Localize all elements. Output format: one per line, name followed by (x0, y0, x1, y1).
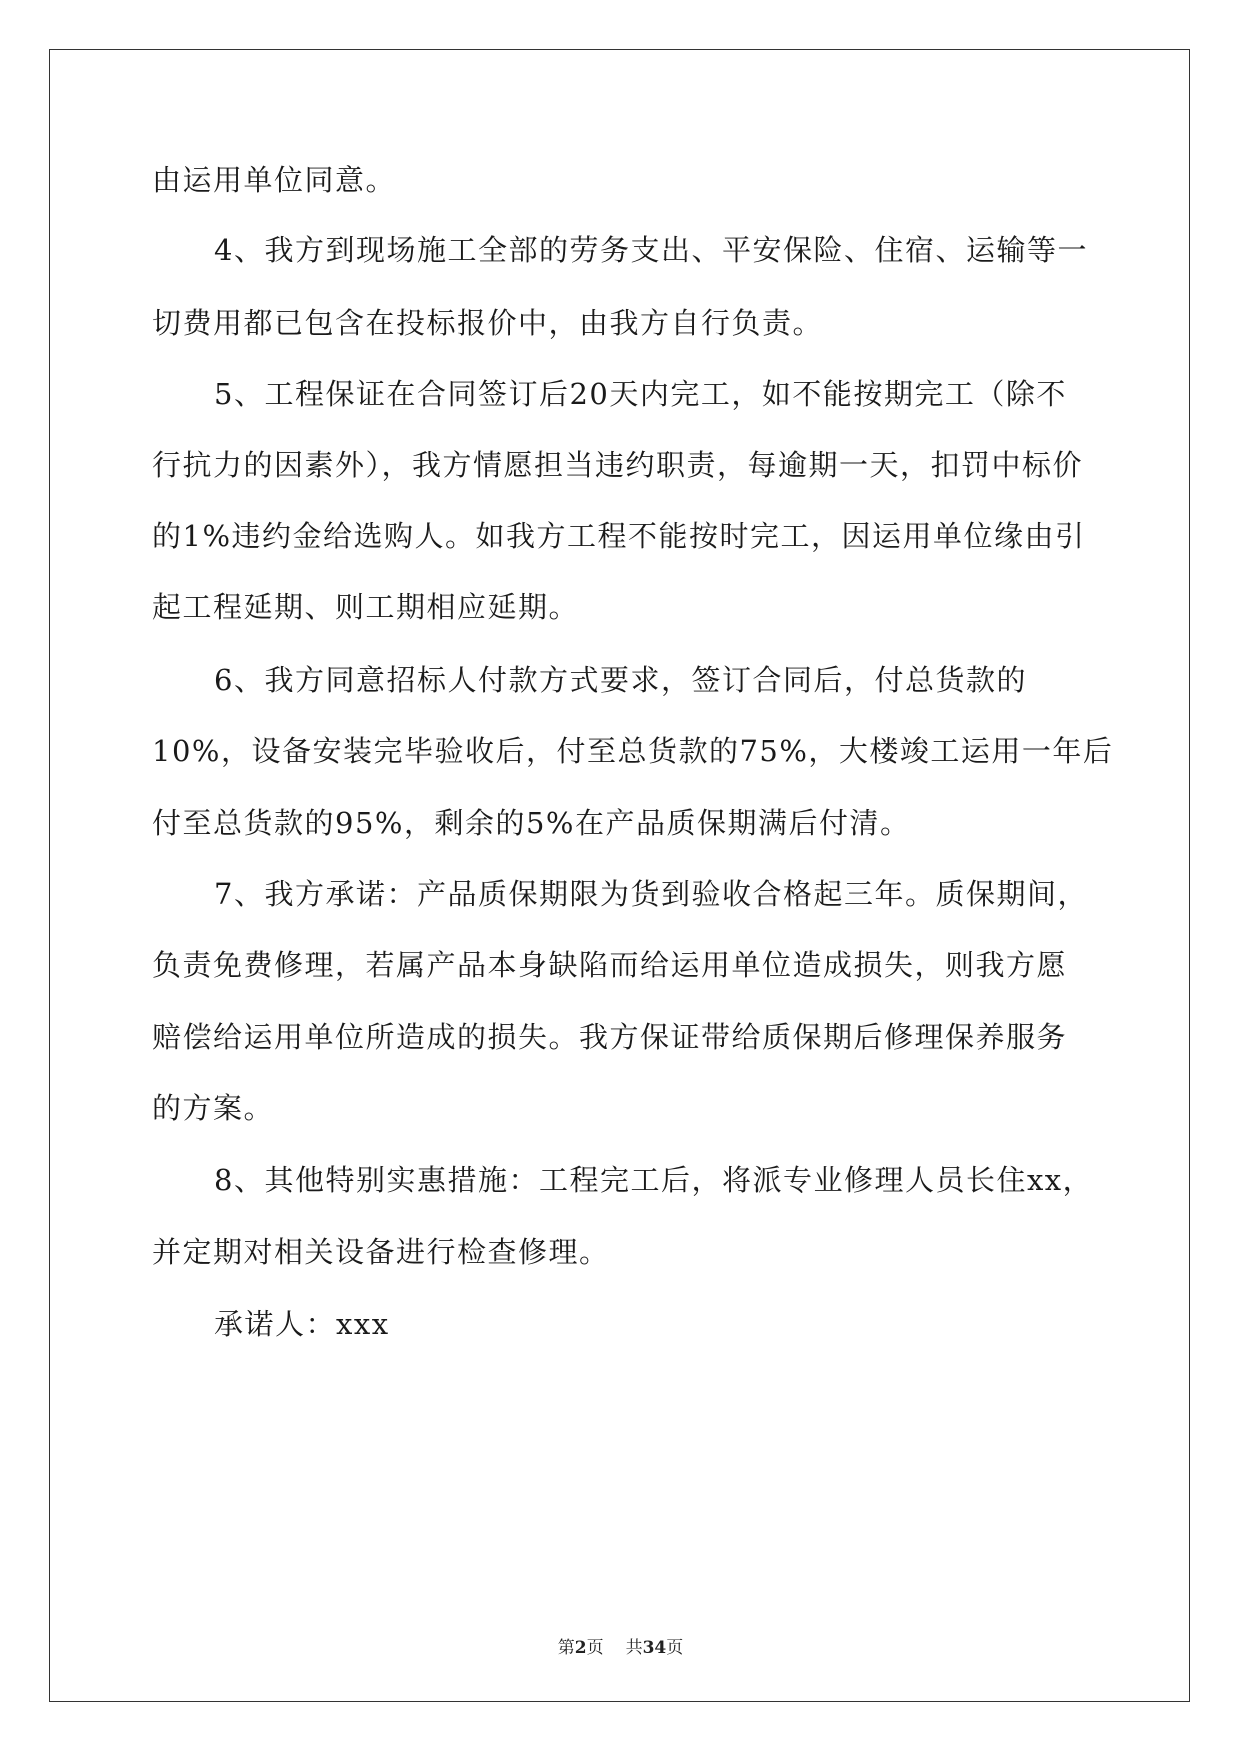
paragraph-line: 赔偿给运用单位所造成的损失。我方保证带给质保期后修理保养服务 (152, 1020, 1068, 1054)
total-prefix: 共 (625, 1638, 643, 1658)
paragraph-line: 10%，设备安装完毕验收后，付至总货款的75%，大楼竣工运用一年后 (152, 734, 1114, 768)
paragraph-line: 的方案。 (152, 1091, 275, 1125)
paragraph-line: 并定期对相关设备进行检查修理。 (152, 1235, 610, 1269)
paragraph-line: 的1%违约金给选购人。如我方工程不能按时完工，因运用单位缘由引 (152, 519, 1086, 553)
total-pages: 34 (642, 1638, 667, 1658)
paragraph-line: 付至总货款的95%，剩余的5%在产品质保期满后付清。 (152, 806, 911, 840)
paragraph-line: 由运用单位同意。 (152, 163, 397, 197)
signature-line: 承诺人：xxx (214, 1307, 390, 1341)
paragraph-line: 5、工程保证在合同签订后20天内完工，如不能按期完工（除不 (214, 377, 1067, 411)
total-suffix: 页 (666, 1638, 684, 1658)
page-footer (0, 1633, 1241, 1658)
paragraph-line: 负责免费修理，若属产品本身缺陷而给运用单位造成损失，则我方愿 (152, 948, 1068, 982)
page-number: 2 (574, 1638, 587, 1658)
paragraph-line: 行抗力的因素外），我方情愿担当违约职责，每逾期一天，扣罚中标价 (152, 448, 1084, 482)
paragraph-line: 8、其他特别实惠措施：工程完工后，将派专业修理人员长住xx， (214, 1163, 1094, 1197)
paragraph-line: 起工程延期、则工期相应延期。 (152, 590, 580, 624)
paragraph-line: 6、我方同意招标人付款方式要求，签订合同后，付总货款的 (214, 663, 1027, 697)
paragraph-line: 7、我方承诺：产品质保期限为货到验收合格起三年。质保期间， (214, 877, 1088, 911)
paragraph-line: 切费用都已包含在投标报价中，由我方自行负责。 (152, 306, 824, 340)
page-suffix: 页 (586, 1638, 604, 1658)
paragraph-line: 4、我方到现场施工全部的劳务支出、平安保险、住宿、运输等一 (214, 233, 1088, 267)
page-prefix: 第 (557, 1638, 575, 1658)
